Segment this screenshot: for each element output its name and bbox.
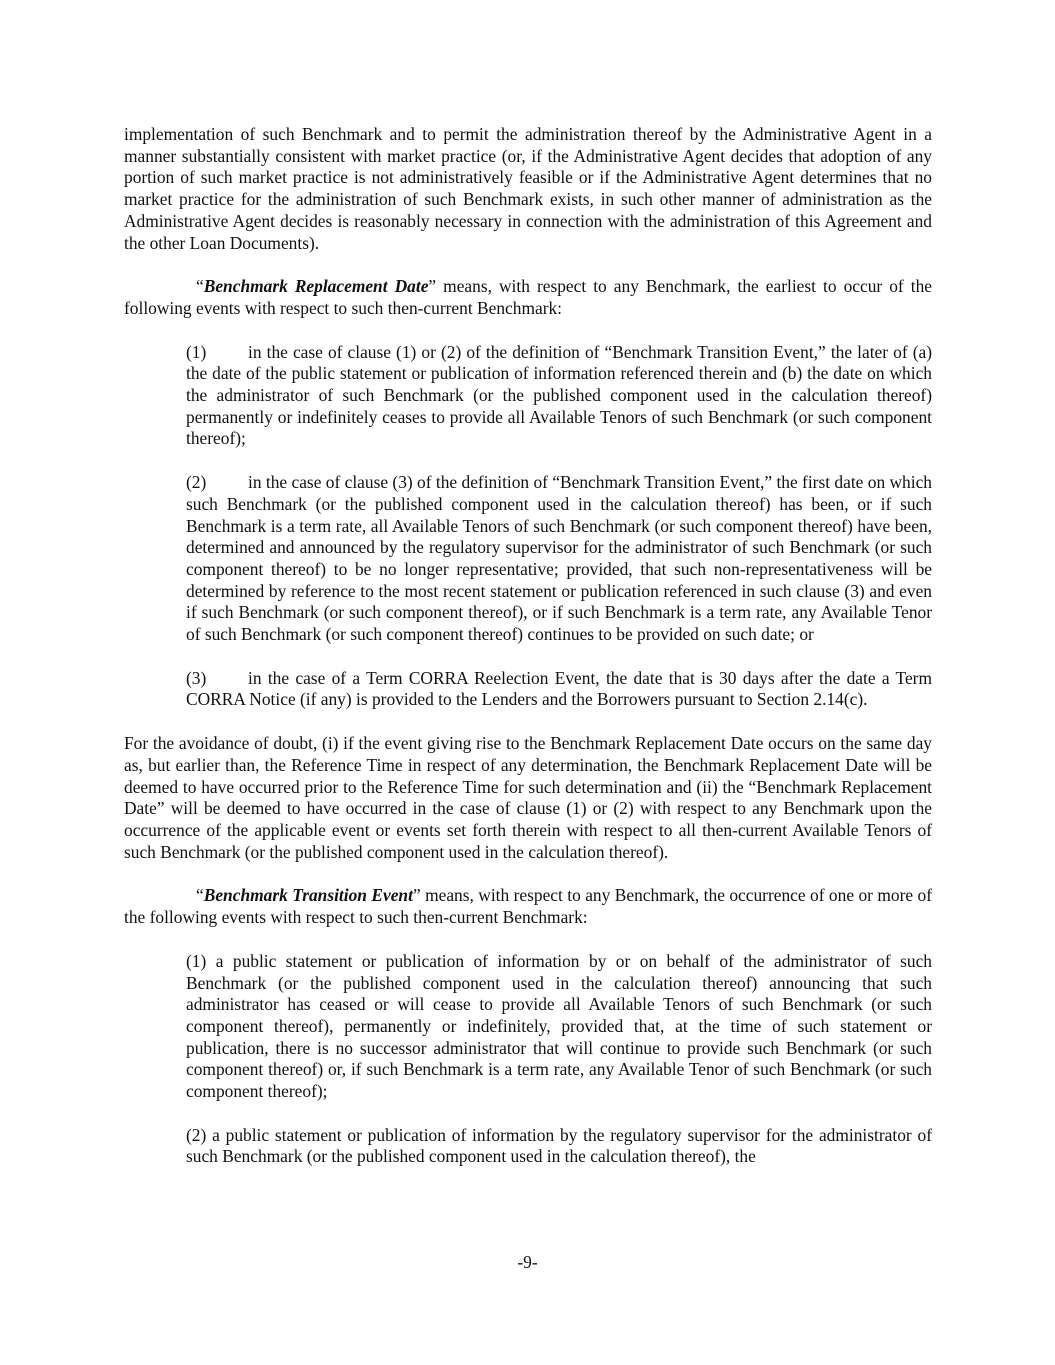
list-item (186, 668, 932, 711)
definition-text: ” means, with respect to any Benchmark, the occurrence of one or more of the following events with respect to such then-current Benchmark: (124, 885, 932, 928)
definition-text: ” means, with respect to any Benchmark, the earliest to occur of the following events with respect to such then-current Benchmark: (124, 276, 933, 318)
list-item (186, 472, 932, 646)
open-quote: “ (196, 885, 204, 906)
list-item: (2) a public statement or publication of information by the regulatory supervisor for the administrator of such Benchmark (or the published component used in the calculation thereof), the (186, 1124, 932, 1167)
definition-benchmark-replacement-date (124, 276, 932, 319)
defined-term: Benchmark Replacement Date (203, 276, 429, 297)
item-number: (1) (186, 341, 207, 362)
avoidance-of-doubt-paragraph: For the avoidance of doubt, (i) if the event giving rise to the Benchmark Replacement Date occurs on the same day as, but earlier than, the Reference Time in respect of any determination, the Benchmark Replacement Date will be deemed to have occurred prior to the Reference Time for such determination and (ii) the “Benchmark Replacement Date” will be deemed to have occurred in the case of clause (1) or (2) with respect to any Benchmark upon the occurrence of the applicable event or events set forth therein with respect to all then-current Available Tenors of such Benchmark (or the published component used in the calculation thereof). (124, 733, 932, 862)
item-text: in the case of clause (1) or (2) of the definition of “Benchmark Transition Event,” the later of (a) the date of the public statement or publication of information referenced therein and (b) the date on which the administrator of such Benchmark (or the published component used in the calculation thereof) permanently or indefinitely ceases to provide all Available Tenors of such Benchmark (or such component thereof); (186, 341, 932, 449)
defined-term: Benchmark Transition Event (203, 885, 413, 906)
item-number: (2) (186, 472, 207, 493)
list-item (186, 342, 932, 451)
page-number: -9- (517, 1252, 538, 1272)
open-quote: “ (196, 276, 204, 297)
item-text: in the case of a Term CORRA Reelection Event, the date that is 30 days after the date a Term CORRA Notice (if any) is provided to the Lenders and the Borrowers pursuant to Section 2.14(c). (186, 667, 932, 710)
definition-benchmark-transition-event (124, 885, 932, 928)
item-text: in the case of clause (3) of the definition of “Benchmark Transition Event,” the first date on which such Benchmark (or the published component used in the calculation thereof) has been, or if such Benchmark is a term rate, all Available Tenors of such Benchmark (or such component thereof) have been, determined and announced by the regulatory supervisor for the administrator of such Benchmark (or such component thereof) to be no longer representative; provided, that such non-representativeness will be determined by reference to the most recent statement or publication referenced in such clause (3) and even if such Benchmark (or such component thereof), or if such Benchmark is a term rate, any Available Tenor of such Benchmark (or such component thereof) continues to be provided on such date; or (186, 472, 932, 645)
list-item: (1) a public statement or publication of information by or on behalf of the administrator of such Benchmark (or the published component used in the calculation thereof) announcing that such administrator has ceased or will cease to provide all Available Tenors of such Benchmark (or such component thereof), permanently or indefinitely, provided that, at the time of such statement or publication, there is no successor administrator that will continue to provide such Benchmark (or such component thereof) or, if such Benchmark is a term rate, any Available Tenor of such Benchmark (or such component thereof); (186, 950, 932, 1102)
item-number: (3) (186, 667, 207, 688)
paragraph-continuation: implementation of such Benchmark and to permit the administration thereof by the Administrative Agent in a manner substantially consistent with market practice (or, if the Administrative Agent decides that adoption of any portion of such market practice is not administratively feasible or if the Administrative Agent determines that no market practice for the administration of such Benchmark exists, in such other manner of administration as the Administrative Agent decides is reasonably necessary in connection with the administration of this Agreement and the other Loan Documents). (124, 124, 932, 253)
document-page (124, 124, 932, 1168)
